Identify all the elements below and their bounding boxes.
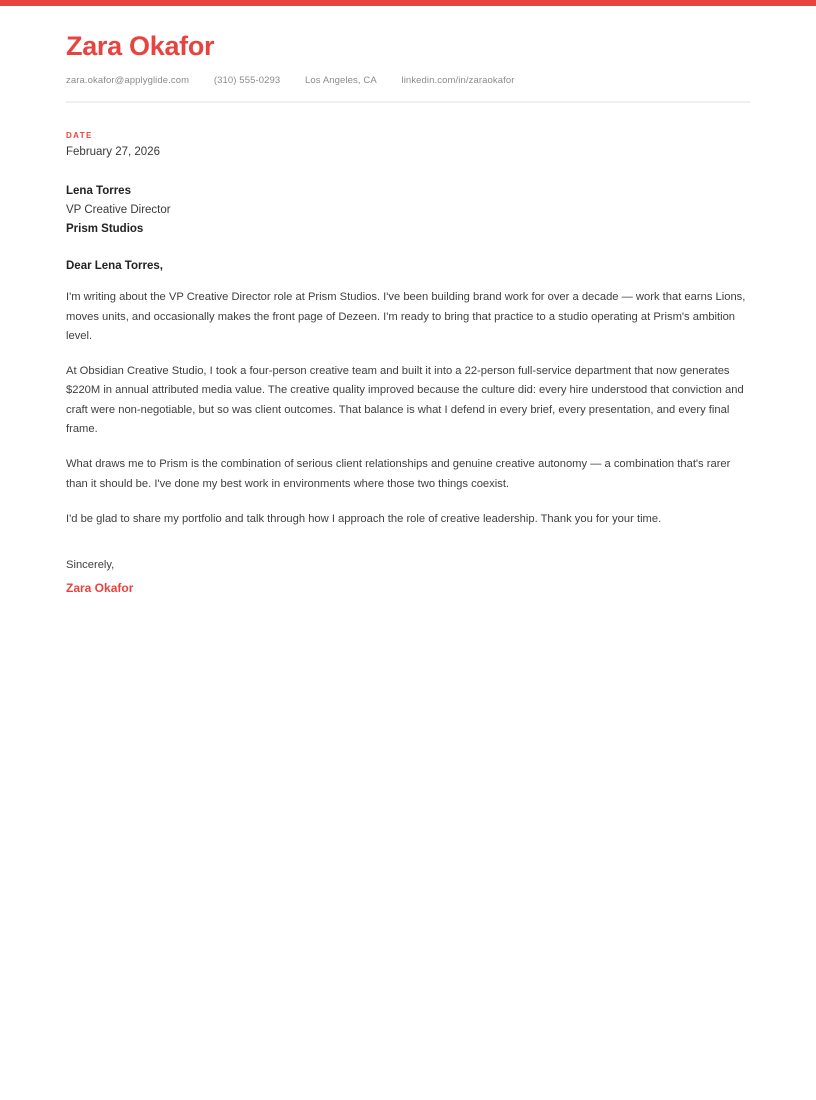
page-title: Zara Okafor — [66, 31, 215, 61]
contact-line — [66, 75, 750, 86]
closing-block — [66, 556, 750, 599]
contact-location: Los Angeles, CA — [305, 74, 377, 86]
date-label: DATE — [66, 130, 93, 140]
header-divider — [66, 101, 750, 103]
signature-name: Zara Okafor — [66, 581, 134, 596]
recipient-block — [66, 182, 750, 238]
salutation: Dear Lena Torres, — [66, 260, 163, 273]
body-paragraph-1: I'm writing about the VP Creative Director role at Prism Studios. I've been building brand work for over a decade — work that earns Lions, moves units, and occasionally makes the front page of Dezeen. I'm ready to bring that practice to a studio operating at Prism's ambition level. — [66, 291, 746, 342]
top-accent-bar — [0, 0, 816, 6]
recipient-title: VP Creative Director — [66, 203, 171, 216]
contact-linkedin[interactable]: linkedin.com/in/zaraokafor — [401, 74, 515, 86]
letter-header — [66, 0, 750, 103]
body-paragraph-2: At Obsidian Creative Studio, I took a four-person creative team and built it into a 22-person full-service department that now generates $220M in annual attributed media value. The creative quality improved because the culture did: every hire understood that conviction and craft were non-negotiable, but so was client outcomes. That balance is what I defend in every brief, every presentation, and every final frame. — [66, 365, 744, 436]
body-paragraph-3: What draws me to Prism is the combination of serious client relationships and genuine creative autonomy — a combination that's rarer than it should be. I've done my best work in environments where those two things coexist. — [66, 458, 731, 490]
date-value: February 27, 2026 — [66, 146, 160, 159]
date-block — [66, 131, 750, 161]
recipient-company: Prism Studios — [66, 222, 144, 235]
body-paragraph-4: I'd be glad to share my portfolio and talk through how I approach the role of creative leadership. Thank you for your time. — [66, 512, 662, 525]
contact-email[interactable]: zara.okafor@applyglide.com — [66, 74, 190, 86]
recipient-name: Lena Torres — [66, 185, 131, 198]
contact-phone[interactable]: (310) 555-0293 — [213, 74, 281, 86]
closing-word: Sincerely, — [66, 559, 115, 572]
